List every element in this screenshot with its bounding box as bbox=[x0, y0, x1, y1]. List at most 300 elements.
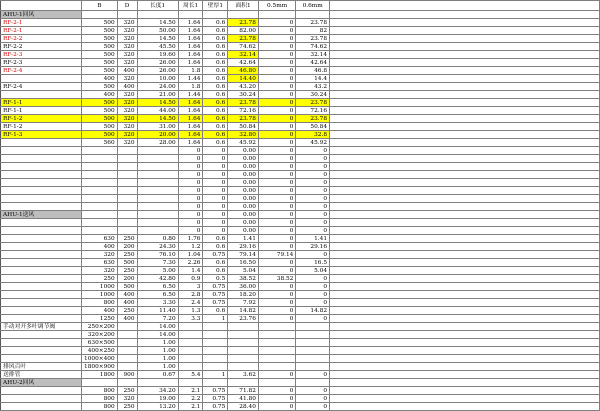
table-cell[interactable]: 0 bbox=[178, 171, 203, 179]
table-cell[interactable]: 0.80 bbox=[137, 235, 178, 243]
table-cell[interactable] bbox=[296, 347, 330, 355]
table-cell[interactable]: 400 bbox=[117, 291, 137, 299]
table-cell[interactable]: 13.20 bbox=[137, 403, 178, 411]
table-cell[interactable]: 0.75 bbox=[203, 387, 228, 395]
table-cell[interactable]: 630 bbox=[82, 259, 118, 267]
empty-cell[interactable] bbox=[330, 43, 600, 51]
table-cell[interactable]: 0.67 bbox=[137, 371, 178, 379]
table-cell[interactable]: 0 bbox=[258, 307, 295, 315]
table-cell[interactable]: 0.6 bbox=[203, 43, 228, 51]
empty-cell[interactable] bbox=[330, 339, 600, 347]
table-cell[interactable]: 82.00 bbox=[228, 27, 259, 35]
table-cell[interactable] bbox=[1, 187, 82, 195]
table-cell[interactable]: 0 bbox=[203, 155, 228, 163]
table-cell[interactable] bbox=[1, 395, 82, 403]
table-cell[interactable]: 0 bbox=[296, 163, 330, 171]
table-cell[interactable] bbox=[1, 75, 82, 83]
empty-cell[interactable] bbox=[330, 139, 600, 147]
table-cell[interactable]: 0.6 bbox=[203, 259, 228, 267]
table-cell[interactable]: 50.84 bbox=[228, 123, 259, 131]
table-cell[interactable] bbox=[1, 91, 82, 99]
empty-cell[interactable] bbox=[330, 299, 600, 307]
table-cell[interactable]: 320 bbox=[117, 123, 137, 131]
table-cell[interactable] bbox=[117, 211, 137, 219]
table-cell[interactable]: 0 bbox=[203, 195, 228, 203]
table-cell[interactable]: 10.00 bbox=[137, 75, 178, 83]
table-cell[interactable] bbox=[117, 331, 137, 339]
table-cell[interactable]: 900 bbox=[117, 371, 137, 379]
table-cell[interactable]: 0 bbox=[258, 403, 295, 411]
table-cell[interactable]: 0 bbox=[296, 155, 330, 163]
table-cell[interactable] bbox=[82, 227, 118, 235]
table-cell[interactable]: 0 bbox=[203, 187, 228, 195]
table-cell[interactable] bbox=[228, 331, 259, 339]
empty-cell[interactable] bbox=[330, 19, 600, 27]
table-cell[interactable]: 23.78 bbox=[228, 19, 259, 27]
table-cell[interactable]: 23.78 bbox=[228, 99, 259, 107]
table-cell[interactable]: 0.6 bbox=[203, 59, 228, 67]
table-cell[interactable]: RF-1-1 bbox=[1, 107, 82, 115]
table-cell[interactable]: 0 bbox=[258, 123, 295, 131]
table-cell[interactable] bbox=[82, 187, 118, 195]
table-cell[interactable]: 0 bbox=[296, 283, 330, 291]
table-cell[interactable]: 5.00 bbox=[137, 267, 178, 275]
table-cell[interactable] bbox=[117, 147, 137, 155]
table-cell[interactable]: 0 bbox=[258, 91, 295, 99]
table-cell[interactable]: 0 bbox=[258, 43, 295, 51]
table-cell[interactable]: 320 bbox=[117, 395, 137, 403]
table-cell[interactable]: 43.2 bbox=[296, 83, 330, 91]
table-cell[interactable]: 1.76 bbox=[178, 235, 203, 243]
table-cell[interactable]: 0.6 bbox=[203, 235, 228, 243]
table-cell[interactable]: 0.6 bbox=[203, 139, 228, 147]
table-cell[interactable] bbox=[228, 355, 259, 363]
table-cell[interactable]: 0 bbox=[258, 371, 295, 379]
table-cell[interactable]: 0.6 bbox=[203, 75, 228, 83]
table-cell[interactable] bbox=[1, 331, 82, 339]
table-cell[interactable]: 0 bbox=[296, 171, 330, 179]
empty-cell[interactable] bbox=[330, 355, 600, 363]
table-cell[interactable]: 500 bbox=[82, 115, 118, 123]
table-cell[interactable]: 500 bbox=[82, 131, 118, 139]
table-cell[interactable]: 0.00 bbox=[228, 203, 259, 211]
table-cell[interactable]: 500 bbox=[82, 27, 118, 35]
table-cell[interactable]: 500 bbox=[82, 35, 118, 43]
table-cell[interactable]: 1.64 bbox=[178, 99, 203, 107]
table-cell[interactable] bbox=[137, 195, 178, 203]
table-cell[interactable]: 500 bbox=[82, 51, 118, 59]
table-cell[interactable]: 46.80 bbox=[228, 67, 259, 75]
table-cell[interactable]: 0 bbox=[258, 211, 295, 219]
table-cell[interactable]: 76.10 bbox=[137, 251, 178, 259]
column-header[interactable]: 面积1 bbox=[228, 1, 259, 11]
empty-cell[interactable] bbox=[330, 227, 600, 235]
empty-cell[interactable] bbox=[330, 59, 600, 67]
table-cell[interactable] bbox=[137, 179, 178, 187]
empty-cell[interactable] bbox=[330, 347, 600, 355]
table-cell[interactable]: 0 bbox=[258, 259, 295, 267]
table-cell[interactable] bbox=[137, 147, 178, 155]
table-cell[interactable] bbox=[82, 171, 118, 179]
table-cell[interactable]: 14.00 bbox=[137, 331, 178, 339]
table-cell[interactable]: 1.64 bbox=[178, 123, 203, 131]
table-cell[interactable] bbox=[82, 379, 118, 387]
table-cell[interactable]: 320 bbox=[117, 115, 137, 123]
table-cell[interactable]: 3 bbox=[178, 283, 203, 291]
table-cell[interactable] bbox=[117, 323, 137, 331]
table-cell[interactable]: 0 bbox=[203, 219, 228, 227]
table-cell[interactable] bbox=[1, 339, 82, 347]
table-cell[interactable]: 0.75 bbox=[203, 251, 228, 259]
table-cell[interactable]: 2.4 bbox=[178, 299, 203, 307]
table-cell[interactable]: 0 bbox=[258, 163, 295, 171]
table-cell[interactable]: 1.64 bbox=[178, 35, 203, 43]
table-cell[interactable]: 0.00 bbox=[228, 211, 259, 219]
table-cell[interactable]: 6.50 bbox=[137, 291, 178, 299]
empty-cell[interactable] bbox=[330, 187, 600, 195]
table-cell[interactable]: 1.41 bbox=[296, 235, 330, 243]
table-cell[interactable]: 0 bbox=[178, 179, 203, 187]
table-cell[interactable]: 28.00 bbox=[137, 139, 178, 147]
table-cell[interactable] bbox=[117, 179, 137, 187]
empty-cell[interactable] bbox=[330, 219, 600, 227]
table-cell[interactable] bbox=[117, 195, 137, 203]
table-cell[interactable]: 23.78 bbox=[296, 115, 330, 123]
table-cell[interactable]: 1.41 bbox=[228, 235, 259, 243]
table-cell[interactable] bbox=[258, 339, 295, 347]
table-cell[interactable]: 21.00 bbox=[137, 91, 178, 99]
table-cell[interactable]: 74.62 bbox=[228, 43, 259, 51]
table-cell[interactable]: 0 bbox=[296, 147, 330, 155]
table-cell[interactable]: 200 bbox=[117, 275, 137, 283]
table-cell[interactable]: 1 bbox=[203, 371, 228, 379]
table-cell[interactable]: 630×500 bbox=[82, 339, 118, 347]
table-cell[interactable] bbox=[178, 339, 203, 347]
empty-cell[interactable] bbox=[330, 211, 600, 219]
table-cell[interactable]: 50.00 bbox=[137, 27, 178, 35]
table-cell[interactable] bbox=[1, 179, 82, 187]
table-cell[interactable]: 500 bbox=[82, 59, 118, 67]
empty-cell[interactable] bbox=[330, 387, 600, 395]
table-cell[interactable]: 1.64 bbox=[178, 115, 203, 123]
table-cell[interactable] bbox=[1, 139, 82, 147]
table-cell[interactable]: 320 bbox=[117, 131, 137, 139]
table-cell[interactable]: 320 bbox=[117, 35, 137, 43]
empty-cell[interactable] bbox=[330, 371, 600, 379]
column-header[interactable]: 0.6mm bbox=[296, 1, 330, 11]
table-cell[interactable]: 500 bbox=[82, 67, 118, 75]
table-cell[interactable]: 23.76 bbox=[228, 315, 259, 323]
table-cell[interactable]: 31.00 bbox=[137, 123, 178, 131]
table-cell[interactable]: 6.50 bbox=[137, 283, 178, 291]
table-cell[interactable]: RF-1-1 bbox=[1, 99, 82, 107]
empty-cell[interactable] bbox=[330, 67, 600, 75]
table-cell[interactable]: 800 bbox=[82, 403, 118, 411]
table-cell[interactable]: 1.64 bbox=[178, 43, 203, 51]
table-cell[interactable]: 2.26 bbox=[178, 259, 203, 267]
table-cell[interactable]: 1000 bbox=[82, 291, 118, 299]
table-cell[interactable]: 1.64 bbox=[178, 27, 203, 35]
table-cell[interactable]: 1.2 bbox=[178, 243, 203, 251]
table-cell[interactable]: 0 bbox=[178, 147, 203, 155]
table-cell[interactable]: 0.75 bbox=[203, 291, 228, 299]
table-cell[interactable]: 0 bbox=[203, 227, 228, 235]
table-cell[interactable]: 400 bbox=[117, 83, 137, 91]
column-header[interactable]: 壁厚1 bbox=[203, 1, 228, 11]
table-cell[interactable]: 14.50 bbox=[137, 99, 178, 107]
table-cell[interactable]: 0 bbox=[296, 227, 330, 235]
table-cell[interactable] bbox=[1, 203, 82, 211]
table-cell[interactable]: 320 bbox=[117, 99, 137, 107]
table-cell[interactable]: 0 bbox=[258, 179, 295, 187]
table-cell[interactable] bbox=[117, 363, 137, 371]
table-cell[interactable]: 42.64 bbox=[296, 59, 330, 67]
table-cell[interactable]: 0 bbox=[258, 147, 295, 155]
table-cell[interactable] bbox=[82, 219, 118, 227]
table-cell[interactable]: AHU-2回风 bbox=[1, 379, 82, 387]
table-cell[interactable]: 0.75 bbox=[203, 403, 228, 411]
table-cell[interactable]: 0 bbox=[258, 75, 295, 83]
table-cell[interactable] bbox=[137, 155, 178, 163]
empty-cell[interactable] bbox=[330, 179, 600, 187]
table-cell[interactable]: 11.40 bbox=[137, 307, 178, 315]
table-cell[interactable] bbox=[296, 11, 330, 19]
column-header[interactable]: B bbox=[82, 1, 118, 11]
table-cell[interactable]: 14.82 bbox=[296, 307, 330, 315]
table-cell[interactable]: 0 bbox=[258, 235, 295, 243]
table-cell[interactable] bbox=[117, 339, 137, 347]
table-cell[interactable] bbox=[1, 267, 82, 275]
table-cell[interactable] bbox=[137, 171, 178, 179]
empty-cell[interactable] bbox=[330, 75, 600, 83]
table-cell[interactable]: 14.00 bbox=[137, 323, 178, 331]
table-cell[interactable] bbox=[258, 347, 295, 355]
empty-cell[interactable] bbox=[330, 275, 600, 283]
table-cell[interactable]: 16.50 bbox=[228, 259, 259, 267]
table-cell[interactable] bbox=[178, 331, 203, 339]
table-cell[interactable] bbox=[117, 203, 137, 211]
table-cell[interactable]: 14.4 bbox=[296, 75, 330, 83]
empty-cell[interactable] bbox=[330, 315, 600, 323]
table-cell[interactable]: 16.5 bbox=[296, 259, 330, 267]
table-cell[interactable]: RF-1-2 bbox=[1, 123, 82, 131]
table-cell[interactable]: 400 bbox=[117, 299, 137, 307]
table-cell[interactable] bbox=[228, 363, 259, 371]
table-cell[interactable] bbox=[296, 363, 330, 371]
table-cell[interactable]: 0.6 bbox=[203, 19, 228, 27]
table-cell[interactable]: 29.16 bbox=[228, 243, 259, 251]
table-cell[interactable] bbox=[82, 147, 118, 155]
table-cell[interactable]: 0.6 bbox=[203, 267, 228, 275]
table-cell[interactable] bbox=[1, 259, 82, 267]
empty-cell[interactable] bbox=[330, 99, 600, 107]
table-cell[interactable] bbox=[1, 171, 82, 179]
table-cell[interactable]: 20.00 bbox=[137, 131, 178, 139]
table-cell[interactable]: 0 bbox=[178, 219, 203, 227]
column-header[interactable]: D bbox=[117, 1, 137, 11]
table-cell[interactable]: 320×200 bbox=[82, 331, 118, 339]
table-cell[interactable]: 0 bbox=[258, 187, 295, 195]
table-cell[interactable] bbox=[117, 11, 137, 19]
table-cell[interactable]: 29.16 bbox=[296, 243, 330, 251]
column-header[interactable]: 周长1 bbox=[178, 1, 203, 11]
table-cell[interactable]: 320 bbox=[117, 75, 137, 83]
empty-cell[interactable] bbox=[330, 243, 600, 251]
table-cell[interactable] bbox=[1, 275, 82, 283]
table-cell[interactable]: 800 bbox=[82, 395, 118, 403]
table-cell[interactable]: RF-2-4 bbox=[1, 67, 82, 75]
table-cell[interactable]: 0 bbox=[296, 219, 330, 227]
column-header[interactable]: 0.5mm bbox=[258, 1, 295, 11]
table-cell[interactable]: 42.64 bbox=[228, 59, 259, 67]
table-cell[interactable]: 320 bbox=[117, 51, 137, 59]
table-cell[interactable]: 1.00 bbox=[137, 363, 178, 371]
table-cell[interactable]: 0 bbox=[258, 315, 295, 323]
table-cell[interactable] bbox=[1, 387, 82, 395]
table-cell[interactable] bbox=[137, 227, 178, 235]
table-cell[interactable]: 45.92 bbox=[228, 139, 259, 147]
empty-cell[interactable] bbox=[330, 403, 600, 411]
empty-cell[interactable] bbox=[330, 235, 600, 243]
table-cell[interactable]: 7.30 bbox=[137, 259, 178, 267]
table-cell[interactable]: 0 bbox=[296, 187, 330, 195]
table-cell[interactable] bbox=[82, 179, 118, 187]
table-cell[interactable] bbox=[137, 203, 178, 211]
table-cell[interactable] bbox=[137, 163, 178, 171]
table-cell[interactable]: 36.00 bbox=[228, 283, 259, 291]
table-cell[interactable]: 72.16 bbox=[228, 107, 259, 115]
table-cell[interactable]: 500 bbox=[82, 83, 118, 91]
column-header[interactable]: 长度1 bbox=[137, 1, 178, 11]
table-cell[interactable]: 560 bbox=[82, 139, 118, 147]
table-cell[interactable] bbox=[203, 11, 228, 19]
table-cell[interactable]: 0.6 bbox=[203, 51, 228, 59]
table-cell[interactable] bbox=[178, 323, 203, 331]
table-cell[interactable]: 320 bbox=[117, 91, 137, 99]
table-cell[interactable]: 0.6 bbox=[203, 107, 228, 115]
table-cell[interactable]: 14.50 bbox=[137, 35, 178, 43]
table-cell[interactable]: 34.20 bbox=[137, 387, 178, 395]
table-cell[interactable]: RF-2-3 bbox=[1, 59, 82, 67]
table-cell[interactable]: 0 bbox=[203, 211, 228, 219]
table-cell[interactable] bbox=[296, 355, 330, 363]
table-cell[interactable]: 0.6 bbox=[203, 307, 228, 315]
table-cell[interactable]: 14.40 bbox=[228, 75, 259, 83]
table-cell[interactable]: 32.80 bbox=[228, 131, 259, 139]
empty-cell[interactable] bbox=[330, 395, 600, 403]
table-cell[interactable] bbox=[1, 163, 82, 171]
empty-cell[interactable] bbox=[330, 35, 600, 43]
empty-cell[interactable] bbox=[330, 363, 600, 371]
table-cell[interactable]: 23.78 bbox=[228, 35, 259, 43]
table-cell[interactable] bbox=[137, 379, 178, 387]
table-cell[interactable]: 45.92 bbox=[296, 139, 330, 147]
table-cell[interactable]: 0 bbox=[296, 275, 330, 283]
table-cell[interactable]: 2.1 bbox=[178, 403, 203, 411]
empty-cell[interactable] bbox=[330, 331, 600, 339]
table-cell[interactable]: 500 bbox=[82, 19, 118, 27]
table-cell[interactable] bbox=[258, 11, 295, 19]
table-cell[interactable]: 0 bbox=[258, 131, 295, 139]
empty-cell[interactable] bbox=[330, 163, 600, 171]
table-cell[interactable]: 24.00 bbox=[137, 83, 178, 91]
table-cell[interactable]: 18.20 bbox=[228, 291, 259, 299]
table-cell[interactable] bbox=[1, 315, 82, 323]
table-cell[interactable]: 32.14 bbox=[228, 51, 259, 59]
table-cell[interactable]: RF-2-1 bbox=[1, 27, 82, 35]
table-cell[interactable]: AHU-1送风 bbox=[1, 211, 82, 219]
table-cell[interactable]: 19.60 bbox=[137, 51, 178, 59]
empty-cell[interactable] bbox=[330, 131, 600, 139]
table-cell[interactable]: 1.44 bbox=[178, 75, 203, 83]
table-cell[interactable]: 320 bbox=[117, 19, 137, 27]
table-cell[interactable] bbox=[178, 363, 203, 371]
table-cell[interactable] bbox=[137, 11, 178, 19]
table-cell[interactable]: 400 bbox=[82, 91, 118, 99]
table-cell[interactable]: 1.64 bbox=[178, 107, 203, 115]
empty-cell[interactable] bbox=[330, 1, 600, 11]
table-cell[interactable]: 46.8 bbox=[296, 67, 330, 75]
table-cell[interactable] bbox=[117, 171, 137, 179]
table-cell[interactable]: 320 bbox=[117, 139, 137, 147]
empty-cell[interactable] bbox=[330, 195, 600, 203]
table-cell[interactable]: 0 bbox=[258, 155, 295, 163]
table-cell[interactable]: 0.00 bbox=[228, 227, 259, 235]
table-cell[interactable] bbox=[296, 323, 330, 331]
table-cell[interactable]: 38.52 bbox=[258, 275, 295, 283]
table-cell[interactable]: 送排管 bbox=[1, 371, 82, 379]
table-cell[interactable]: 0 bbox=[296, 195, 330, 203]
table-cell[interactable] bbox=[1, 155, 82, 163]
table-cell[interactable]: 500 bbox=[82, 107, 118, 115]
table-cell[interactable]: 38.52 bbox=[228, 275, 259, 283]
table-cell[interactable]: 0 bbox=[258, 171, 295, 179]
table-cell[interactable] bbox=[258, 355, 295, 363]
table-cell[interactable]: 14.82 bbox=[228, 307, 259, 315]
table-cell[interactable]: 1.64 bbox=[178, 51, 203, 59]
table-cell[interactable]: 630 bbox=[82, 235, 118, 243]
table-cell[interactable]: 1000×400 bbox=[82, 355, 118, 363]
table-cell[interactable]: 1800×900 bbox=[82, 363, 118, 371]
table-cell[interactable] bbox=[1, 307, 82, 315]
table-cell[interactable] bbox=[178, 355, 203, 363]
table-cell[interactable]: 0 bbox=[203, 179, 228, 187]
table-cell[interactable]: 3.3 bbox=[178, 315, 203, 323]
table-cell[interactable]: RF-1-2 bbox=[1, 115, 82, 123]
table-cell[interactable]: 0 bbox=[258, 83, 295, 91]
empty-cell[interactable] bbox=[330, 203, 600, 211]
table-cell[interactable]: 0.6 bbox=[203, 243, 228, 251]
empty-cell[interactable] bbox=[330, 91, 600, 99]
table-cell[interactable]: RF-2-3 bbox=[1, 51, 82, 59]
table-cell[interactable]: 250 bbox=[82, 275, 118, 283]
table-cell[interactable] bbox=[203, 363, 228, 371]
table-cell[interactable]: 71.82 bbox=[228, 387, 259, 395]
table-cell[interactable] bbox=[1, 347, 82, 355]
table-cell[interactable] bbox=[203, 323, 228, 331]
table-cell[interactable]: 0 bbox=[258, 395, 295, 403]
table-cell[interactable]: 0.75 bbox=[203, 283, 228, 291]
table-cell[interactable]: 0 bbox=[258, 291, 295, 299]
table-cell[interactable]: 0.6 bbox=[203, 91, 228, 99]
table-cell[interactable] bbox=[82, 195, 118, 203]
table-cell[interactable] bbox=[178, 11, 203, 19]
table-cell[interactable]: 0 bbox=[258, 35, 295, 43]
table-cell[interactable] bbox=[258, 363, 295, 371]
table-cell[interactable] bbox=[1, 219, 82, 227]
table-cell[interactable]: 19.00 bbox=[137, 395, 178, 403]
table-cell[interactable]: 400 bbox=[82, 307, 118, 315]
